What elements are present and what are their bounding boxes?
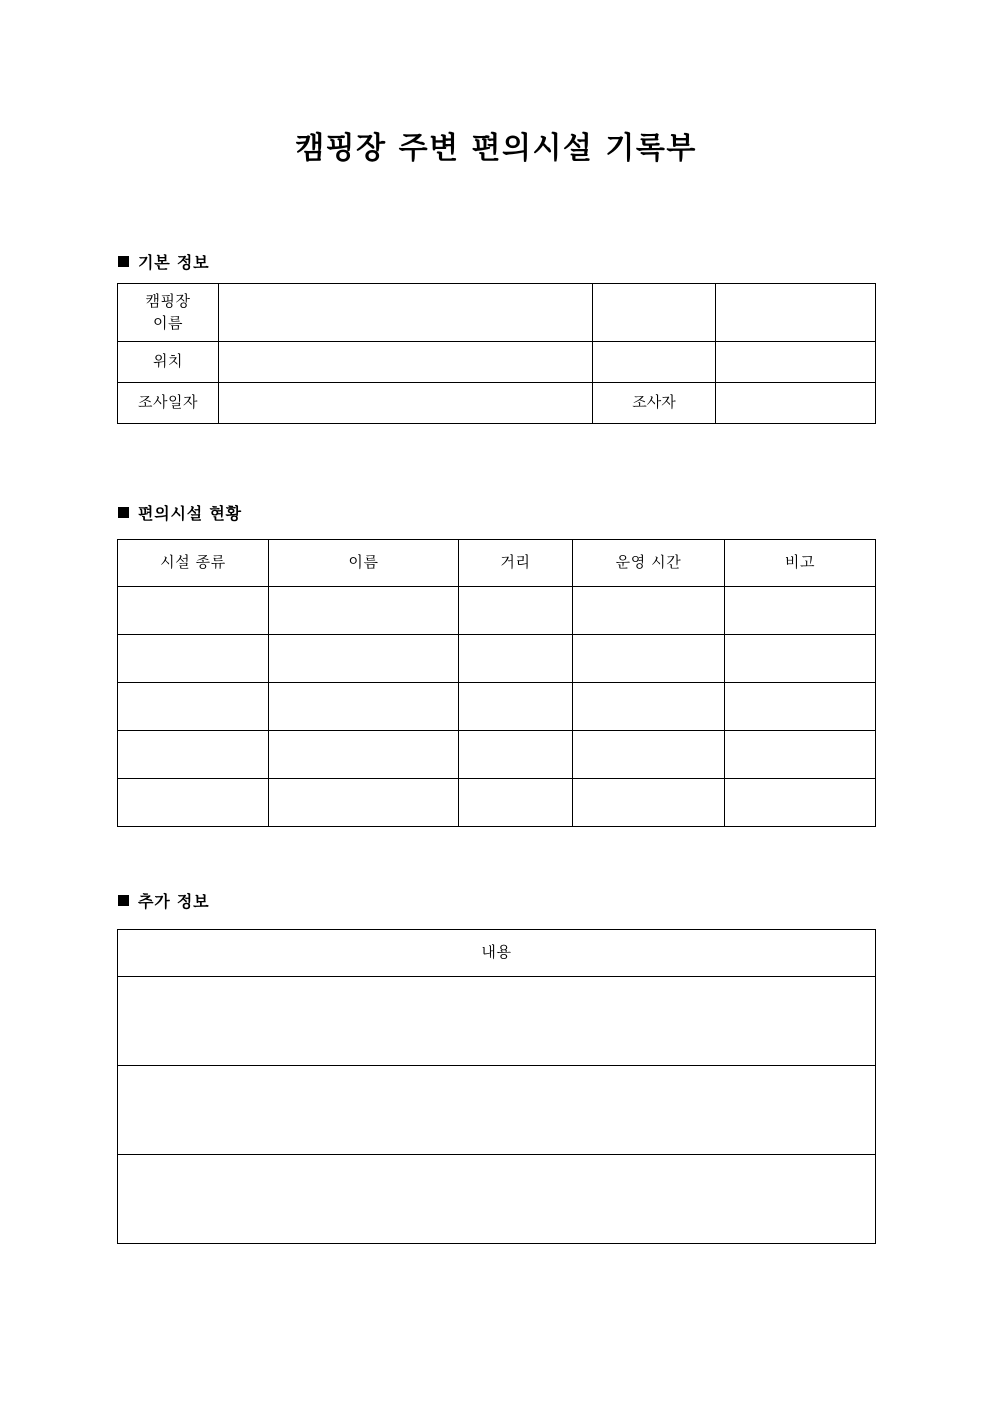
cell-content[interactable] <box>118 1066 876 1155</box>
cell-operating-hours[interactable] <box>573 635 725 683</box>
cell-name[interactable] <box>269 779 459 827</box>
table-row <box>118 383 876 424</box>
column-header-content: 내용 <box>118 930 876 977</box>
field-value-location[interactable] <box>219 342 593 383</box>
cell-remarks[interactable] <box>725 635 876 683</box>
cell-name[interactable] <box>269 683 459 731</box>
field-label-row2-extra <box>593 342 716 383</box>
field-value-surveyor[interactable] <box>716 383 876 424</box>
field-value-row2-extra[interactable] <box>716 342 876 383</box>
cell-remarks[interactable] <box>725 731 876 779</box>
cell-remarks[interactable] <box>725 587 876 635</box>
cell-operating-hours[interactable] <box>573 587 725 635</box>
column-header-name: 이름 <box>269 540 459 587</box>
field-label-camp-name: 캠핑장 이름 <box>118 284 219 342</box>
column-header-distance: 거리 <box>459 540 573 587</box>
table-row <box>118 284 876 342</box>
cell-distance[interactable] <box>459 635 573 683</box>
cell-facility-type[interactable] <box>118 635 269 683</box>
square-bullet-icon <box>118 895 129 906</box>
section-heading-additional-info <box>118 891 209 913</box>
cell-operating-hours[interactable] <box>573 779 725 827</box>
field-value-survey-date[interactable] <box>219 383 593 424</box>
cell-facility-type[interactable] <box>118 779 269 827</box>
table-row <box>118 342 876 383</box>
section-heading-basic-info-label: 기본 정보 <box>138 253 210 272</box>
page-title: 캠핑장 주변 편의시설 기록부 <box>295 131 697 166</box>
cell-distance[interactable] <box>459 779 573 827</box>
table-row <box>118 977 876 1066</box>
cell-distance[interactable] <box>459 683 573 731</box>
table-row <box>118 635 876 683</box>
table-row <box>118 731 876 779</box>
square-bullet-icon <box>118 256 129 267</box>
field-value-camp-name[interactable] <box>219 284 593 342</box>
cell-name[interactable] <box>269 731 459 779</box>
cell-distance[interactable] <box>459 731 573 779</box>
cell-operating-hours[interactable] <box>573 731 725 779</box>
section-heading-facility-status-label: 편의시설 현황 <box>138 504 242 523</box>
facility-status-table <box>117 539 876 827</box>
cell-content[interactable] <box>118 977 876 1066</box>
field-label-row1-extra <box>593 284 716 342</box>
additional-info-table <box>117 929 876 1244</box>
cell-remarks[interactable] <box>725 779 876 827</box>
column-header-facility-type: 시설 종류 <box>118 540 269 587</box>
cell-facility-type[interactable] <box>118 683 269 731</box>
section-heading-basic-info <box>118 252 209 274</box>
table-row <box>118 587 876 635</box>
cell-operating-hours[interactable] <box>573 683 725 731</box>
cell-remarks[interactable] <box>725 683 876 731</box>
square-bullet-icon <box>118 507 129 518</box>
cell-name[interactable] <box>269 635 459 683</box>
field-label-location: 위치 <box>118 342 219 383</box>
column-header-operating-hours: 운영 시간 <box>573 540 725 587</box>
table-row <box>118 1155 876 1244</box>
field-label-survey-date: 조사일자 <box>118 383 219 424</box>
section-heading-additional-info-label: 추가 정보 <box>138 892 210 911</box>
cell-facility-type[interactable] <box>118 587 269 635</box>
field-label-surveyor: 조사자 <box>593 383 716 424</box>
cell-facility-type[interactable] <box>118 731 269 779</box>
cell-name[interactable] <box>269 587 459 635</box>
cell-distance[interactable] <box>459 587 573 635</box>
table-row <box>118 779 876 827</box>
cell-content[interactable] <box>118 1155 876 1244</box>
table-header-row <box>118 540 876 587</box>
column-header-remarks: 비고 <box>725 540 876 587</box>
basic-info-table <box>117 283 876 424</box>
table-row <box>118 683 876 731</box>
table-row <box>118 1066 876 1155</box>
field-value-row1-extra[interactable] <box>716 284 876 342</box>
section-heading-facility-status <box>118 503 242 525</box>
table-header-row <box>118 930 876 977</box>
